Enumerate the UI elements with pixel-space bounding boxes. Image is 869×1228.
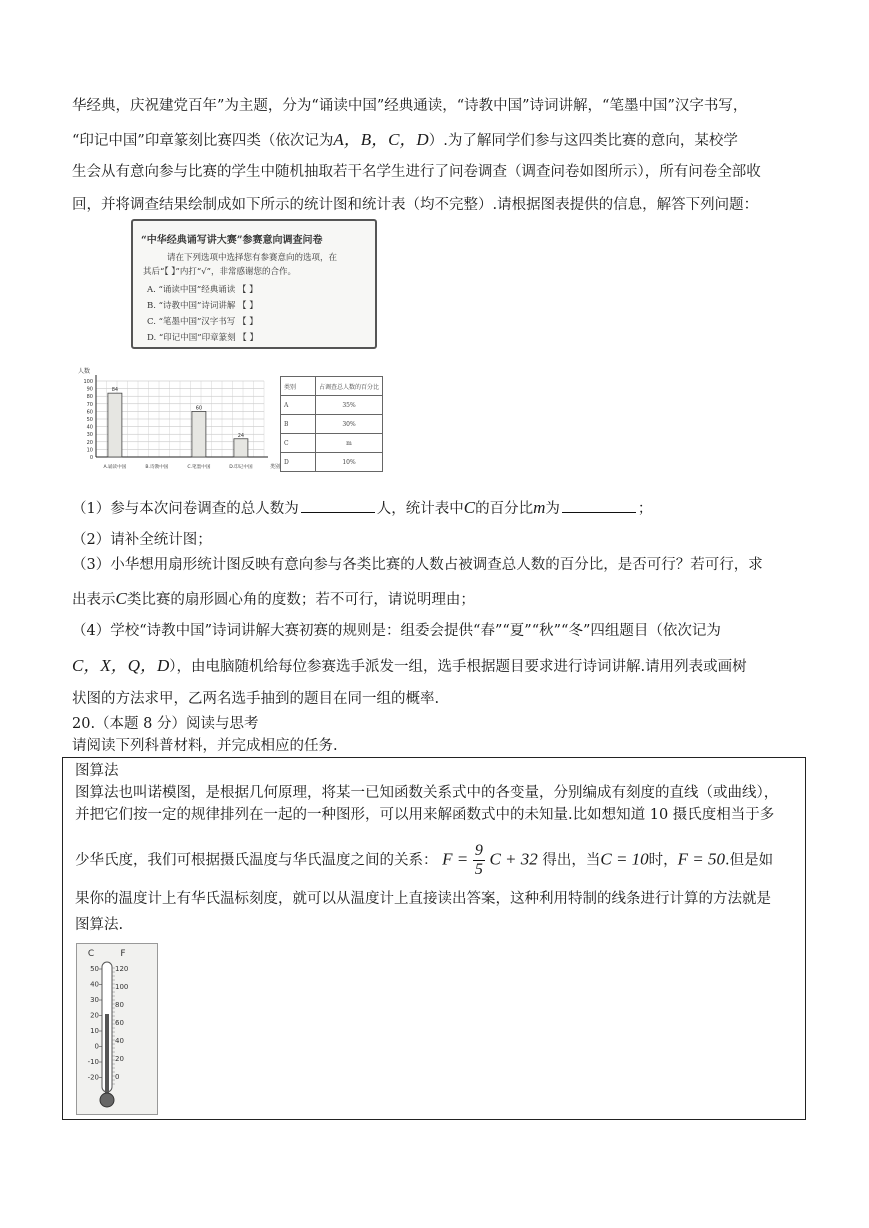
formula-denominator: 5 — [474, 861, 483, 878]
q4-vars: C，X，Q，D — [72, 656, 170, 675]
thermo-bulb — [100, 1093, 114, 1107]
formula-lhs: F = — [442, 849, 469, 869]
bar — [192, 411, 206, 457]
formula-rhs: C + 32 — [489, 849, 538, 869]
f-equals: F = 50 — [677, 849, 726, 869]
thermo-f-tick: 80 — [115, 1001, 124, 1009]
x-tick-label: D.印记中国 — [229, 465, 253, 470]
survey-option-a: A. “诵读中国”经典诵读 【 】 — [147, 285, 258, 295]
survey-title: “中华经典诵写讲大赛”参赛意向调查问卷 — [141, 235, 323, 246]
table-cell: 35% — [316, 396, 383, 415]
y-tick-label: 70 — [86, 401, 93, 408]
survey-image — [131, 219, 377, 349]
box-line-3a: 少华氏度，我们可根据摄氏温度与华氏温度之间的关系： — [75, 852, 438, 869]
thermo-mercury — [105, 1014, 109, 1096]
table-header-row — [281, 377, 383, 396]
x-tick-label: B.诗教中国 — [145, 465, 169, 470]
q1-var-c: C — [463, 498, 476, 517]
reading-box — [62, 757, 806, 1120]
table-cell: A — [281, 396, 316, 415]
question-3-line-1: （3）小华想用扇形统计图反映有意向参与各类比赛的人数占被调查总人数的百分比，是否可行？若可行，求 — [72, 557, 763, 573]
thermo-f-tick: 100 — [115, 983, 129, 991]
box-line-2: 并把它们按一定的规律排列在一起的一种图形，可以用来解函数式中的未知量.比如想知道 10 摄氏度相当于多 — [75, 807, 775, 823]
bar-data-label: 60 — [195, 405, 203, 412]
survey-instruction-1: 请在下列选项中选择您有参赛意向的选项，在 — [167, 253, 338, 263]
table-row — [281, 396, 383, 415]
question-4-line-3: 状图的方法求甲，乙两名选手抽到的题目在同一组的概率. — [72, 691, 440, 707]
answer-blank-1[interactable] — [301, 498, 375, 513]
survey-instruction-2: 其后“【 】”内打“√”，非常感谢您的合作。 — [143, 267, 297, 277]
table-cell: 10% — [316, 453, 383, 472]
y-tick-label: 100 — [83, 379, 93, 385]
q3-text-a: 出表示 — [72, 592, 116, 608]
q3-var-c: C — [115, 589, 127, 608]
q1-text-e: ； — [637, 501, 653, 517]
intro-line-1: 华经典，庆祝建党百年”为主题，分为“诵读中国”经典通读，“诗教中国”诗词讲解，“笔墨中国”汉字书写， — [72, 98, 748, 114]
box-heading: 图算法 — [75, 763, 119, 779]
intro-line-2-tail: ）.为了解同学们参与这四类比赛的意向，某校学 — [428, 133, 738, 149]
q20-subtitle: 请阅读下列科普材料，并完成相应的任务. — [72, 738, 338, 754]
intro-line-4: 回，并将调查结果绘制成如下所示的统计图和统计表（均不完整）.请根据图表提供的信息，解答下列问题： — [72, 197, 759, 213]
box-line-3 — [75, 842, 797, 879]
c-equals: C = 10 — [600, 849, 649, 869]
y-axis-label: 人数 — [78, 368, 91, 375]
box-line-3c: 时， — [648, 852, 678, 869]
table-cell: m — [316, 434, 383, 453]
thermo-c-tick: 40 — [90, 980, 99, 989]
thermo-c-tick: 30 — [90, 996, 99, 1004]
thermo-c-tick: -20 — [87, 1073, 99, 1082]
survey-option-b: B. “诗教中国”诗词讲解 【 】 — [147, 301, 258, 311]
formula-fraction — [473, 842, 485, 879]
thermo-c-tick: 20 — [90, 1011, 99, 1020]
box-line-1: 图算法也叫诺模图，是根据几何原理，将某一已知函数关系式中的各变量，分别编成有刻度的直线（或曲线）， — [75, 785, 779, 801]
y-tick-label: 40 — [86, 424, 93, 431]
y-tick-label: 60 — [86, 409, 93, 416]
table-cell: B — [281, 415, 316, 434]
table-header-category: 类别 — [281, 377, 316, 396]
q1-text-c: 的百分比 — [475, 501, 534, 517]
formula-numerator: 9 — [474, 842, 483, 859]
answer-blank-2[interactable] — [562, 498, 636, 513]
y-tick-label: 90 — [86, 386, 93, 393]
question-2: （2）请补全统计图； — [72, 532, 212, 548]
y-tick-label: 10 — [86, 447, 93, 454]
table-row — [281, 415, 383, 434]
table-row — [281, 453, 383, 472]
y-tick-label: 80 — [86, 394, 93, 401]
intro-line-2-text: “印记中国”印章篆刻比赛四类（依次记为 — [72, 133, 334, 149]
box-line-3d: .但是如 — [725, 852, 774, 869]
y-tick-label: 30 — [86, 432, 93, 439]
q4-text: ），由电脑随机给每位参赛选手派发一组，选手根据题目要求进行诗词讲解.请用列表或画树 — [169, 659, 747, 675]
x-tick-label: C.笔墨中国 — [187, 465, 211, 470]
bar-chart — [70, 365, 281, 475]
thermo-c-tick: 0 — [94, 1042, 99, 1051]
thermo-f-label: F — [120, 949, 126, 959]
thermo-f-tick: 40 — [115, 1037, 124, 1045]
intro-vars: A，B，C，D — [333, 130, 429, 149]
box-line-4: 果你的温度计上有华氏温标刻度，就可以从温度计上直接读出答案，这种利用特制的线条进行计算的方法就是 — [75, 891, 771, 907]
bar-data-label: 24 — [237, 432, 245, 439]
thermo-f-tick: 20 — [115, 1055, 124, 1063]
q3-text-b: 类比赛的扇形圆心角的度数；若不可行，请说明理由； — [126, 592, 475, 608]
survey-option-d: D. “印记中国”印章篆刻 【 】 — [147, 333, 259, 343]
question-4-line-1: （4）学校“诗教中国”诗词讲解大赛初赛的规则是：组委会提供“春”“夏”“秋”“冬”四组题目（依次记为 — [72, 623, 721, 639]
survey-option-c: C. “笔墨中国”汉字书写 【 】 — [147, 317, 258, 327]
table-row — [281, 434, 383, 453]
bar-data-label: 84 — [111, 387, 119, 394]
thermo-c-tick: -10 — [87, 1058, 99, 1066]
box-line-5: 图算法. — [75, 917, 124, 933]
thermo-c-tick: 10 — [90, 1027, 99, 1035]
table-cell: 30% — [316, 415, 383, 434]
stat-table — [280, 376, 383, 472]
question-3-line-2 — [72, 582, 800, 617]
x-axis-label: 类别 — [270, 464, 281, 470]
bar — [234, 439, 248, 457]
intro-line-2 — [72, 123, 800, 158]
thermo-f-tick: 0 — [115, 1073, 120, 1081]
thermo-c-tick: 50 — [90, 965, 99, 973]
y-tick-label: 20 — [86, 439, 93, 446]
table-header-percent: 占调查总人数的百分比 — [316, 377, 383, 396]
intro-line-3: 生会从有意向参与比赛的学生中随机抽取若干名学生进行了问卷调查（调查问卷如图所示），所有问卷全部收 — [72, 164, 761, 180]
y-tick-label: 50 — [86, 417, 93, 423]
q20-title: 20.（本题 8 分）阅读与思考 — [72, 716, 259, 732]
x-tick-label: A.诵读中国 — [103, 465, 127, 470]
q1-text-a: （1）参与本次问卷调查的总人数为 — [72, 501, 299, 517]
box-line-3b: 得出，当 — [542, 852, 601, 869]
q1-text-d: 为 — [545, 501, 560, 517]
table-cell: D — [281, 453, 316, 472]
q1-text-b: 人，统计表中 — [376, 501, 464, 517]
thermo-f-tick: 60 — [115, 1019, 124, 1027]
bar — [108, 393, 122, 457]
question-1 — [72, 491, 800, 526]
thermo-c-label: C — [87, 949, 95, 959]
q1-var-m: m — [533, 498, 546, 517]
thermometer-image — [76, 943, 158, 1115]
thermo-f-tick: 120 — [115, 965, 129, 973]
table-cell: C — [281, 434, 316, 453]
question-4-line-2 — [72, 649, 800, 684]
y-tick-label: 0 — [89, 455, 93, 461]
